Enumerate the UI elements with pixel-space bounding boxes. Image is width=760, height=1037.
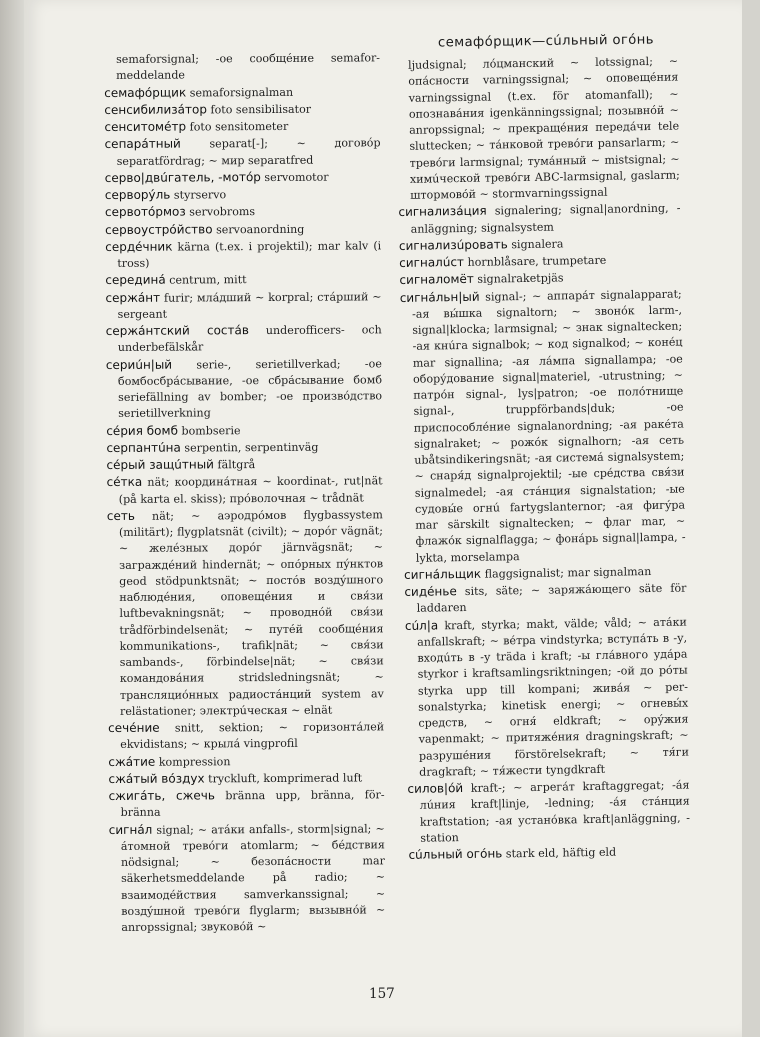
entry-definition: signalering; signal|anordning, -anläggning; signalsystem [410, 201, 681, 236]
left-column [104, 50, 385, 936]
dictionary-entry [405, 613, 690, 781]
entry-headword: сеть [106, 508, 135, 523]
entry-definition: serie-, serietillverkad; -ое бомбосбрáсывание, -ое сбрáсывание бомб seriefällning av bomber; -ое произвóдство serietillverkning [117, 356, 383, 421]
dictionary-entry [108, 786, 384, 821]
entry-headword: сервоустрóйство [105, 221, 213, 237]
dictionary-page [24, 0, 742, 1037]
entry-headword: сидéнье [404, 584, 457, 599]
entry-headword: сержáнтский состáв [105, 323, 249, 338]
entry-headword: сжáтие [108, 754, 156, 769]
entry-headword: сигналúст [399, 254, 465, 270]
entry-headword: сенситомéтр [104, 119, 187, 134]
dictionary-entry [396, 54, 680, 205]
entry-headword: сéрия бомб [106, 423, 178, 438]
entry-definition: kraft-; ~ агрегáт kraftaggregat; -áя лúния kraft|linje, -ledning; -áя стáнция kraftstation; -ая устанóвка kraft|anläggning, -station [419, 778, 691, 845]
entry-headword: сервоpýль [104, 187, 171, 202]
dictionary-entry [105, 220, 381, 239]
dictionary-entry [105, 185, 381, 204]
entry-definition: kraft, styrka; makt, välde; våld; ~ атáки anfallskraft; ~ вéтра vindstyrka; вступáть в -у, входúть в -у träda i kraft; -ы глáвного удáра styrkor i kraftsamlingsriktningen; -ой до рóты styrka upp till kompani; живáя ~ personalstyrka; kinetisk energi; ~ огневы́х средств, ~ огня́ eldkraft; ~ орýжия vapenmakt; ~ притяжéния dragningskraft; ~ разрушéния förstörelsekraft; ~ тя́ги dragkraft; ~ тя́жести tyngdkraft [417, 615, 690, 779]
entry-headword: сенсибилизáтор [104, 102, 207, 117]
entry-definition: serpentin, serpentinväg [184, 440, 319, 455]
dictionary-entry [108, 718, 384, 753]
entry-definition: stark eld, häftig eld [505, 845, 617, 861]
entry-definition: nät; ~ аэродрóмов flygbassystem (militärt); flygplatsnät (civilt); ~ дорóг vägnät; ~ желéзных дорóг järnvägsnät; ~ заграждéний hindernät; ~ опóрных пýнктов geod stödpunktsnät; ~ постóв воздýшного наблюдéния, оповещéния и свя́зи luftbevakningsnät; ~ проводнóй свя́зи trådförbindelsenät; ~ путéй сообщéния kommunikations-, trafik|nät; ~ свя́зи sambands-, förbindelse|nät; ~ свя́зи командовáния stridsledningsnät; ~ трансляциóнных радиостáнций system av relästationer; электрúческая ~ elnät [118, 508, 384, 718]
dictionary-entry [106, 421, 382, 440]
entry-headword: серединá [105, 272, 166, 288]
dictionary-entry [105, 135, 381, 170]
entry-definition: tryckluft, komprimerad luft [208, 771, 363, 786]
dictionary-entry [106, 321, 382, 356]
entry-definition: underofficers- och underbefälskår [117, 323, 382, 355]
entry-definition: centrum, mitt [169, 273, 247, 287]
dictionary-entry [398, 200, 680, 238]
entry-headword: сечéние [108, 720, 160, 735]
dictionary-entry [108, 769, 384, 788]
dictionary-entry [106, 438, 382, 457]
dictionary-entry [105, 288, 381, 323]
entry-definition: furir; млáдший ~ korpral; стáрший ~ sergeant [117, 289, 382, 321]
entry-definition: kärna (t.ex. i projektil); mar kalv (i tross) [117, 239, 382, 270]
dictionary-entry [404, 580, 686, 618]
entry-definition: signal-; ~ аппарáт signalapparat; -ая вы́шка signaltorn; ~ звонóк larm-, signal|klocka; larmsignal; ~ знак signaltecken; -ая кнúга signalbok; ~ код signalkod; ~ конéц mar signallina; -ая лáмпа signallampa; -ое оборýдование signal|materiel, -utrustning; ~ патрóн signal-, lys|patron; -ое полóтнище signal-, truppförbands|duk; -ое приспособлéние signalanordning; -ая ракéта signalraket; ~ рожóк signalhorn; -ая сеть ubåtsindikeringsnät; -ая системá signalsystem; ~ снаря́д signalprojektil; -ые срéдства свя́зи signalmedel; -ая стáнция signalstation; -ые судовы́е огнú fartygslanternor; -ая фигýра mar särskilt signaltecken; ~ флаг mar, ~ флажóк signalflagga; ~ фонáрь signal|lampa, -lykta, morselampa [411, 287, 686, 565]
running-head: семафóрщик—сúльный огóнь [437, 32, 655, 51]
dictionary-entry [105, 271, 381, 290]
entry-definition: snitt, sektion; ~ горизонтáлей ekvidistans; ~ крылá vingprofil [120, 720, 385, 752]
dictionary-entry [104, 100, 380, 119]
entry-definition: foto sensibilisator [210, 102, 312, 117]
entry-definition: nät; координáтная ~ koordinat-, rut|nät (på karta el. skiss); прóволочная ~ trådnät [118, 474, 383, 506]
dictionary-entry [105, 237, 381, 272]
entry-headword: сигнáл [108, 822, 153, 837]
entry-headword: сериúн|ый [105, 357, 173, 372]
entry-definition: hornblåsare, trumpetare [467, 253, 607, 269]
dictionary-entry [106, 455, 382, 474]
entry-headword: сепарáтный [104, 136, 181, 152]
dictionary-entry [408, 842, 690, 864]
entry-definition: semaforsignal; -ое сообщéние semaformeddelande [116, 51, 381, 83]
dictionary-entry [106, 355, 382, 423]
entry-definition: kompression [158, 754, 231, 769]
book-gutter [0, 0, 24, 1037]
dictionary-entry [109, 820, 386, 936]
entry-definition: signal; ~ атáки anfalls-, storm|signal; ~ áтомной тревóги atomlarm; ~ бéдствия nödsignal; ~ безопáсности mar säkerhetsmeddelande på radio; ~ взаимодéйствия samverkanssignal; ~ воздýшной тревóги flyglarm; вызывнóй ~ anropssignal; звуковóй ~ [120, 821, 386, 934]
entry-headword: сéрый защúтный [106, 457, 215, 472]
entry-definition: bränna upp, bränna, förbränna [120, 788, 385, 820]
entry-headword: серво|двúгатель, -мотóр [104, 169, 261, 185]
dictionary-entry [104, 50, 380, 84]
dictionary-entry [107, 506, 384, 720]
entry-definition: signalraketpjäs [477, 271, 564, 286]
entry-definition: separat[-]; ~ договóр separatfördrag; ~ мир separatfred [116, 136, 381, 168]
entry-headword: силов|óй [407, 781, 464, 796]
dictionary-entry [400, 285, 686, 567]
entry-headword: сигналомёт [399, 272, 474, 288]
entry-definition: styrservo [173, 188, 227, 202]
entry-headword: семафóрщик [104, 84, 187, 100]
entry-headword: сжигáть, сжечь [108, 788, 215, 803]
dictionary-entry [107, 473, 383, 508]
entry-definition: signalera [511, 237, 564, 251]
entry-definition: servomotor [264, 170, 329, 184]
entry-definition: servobroms [189, 205, 256, 219]
entry-headword: сúл|а [404, 617, 439, 633]
entry-headword: сигнализúровать [398, 237, 508, 253]
page-number: 157 [369, 986, 395, 1002]
entry-definition: fältgrå [217, 458, 256, 472]
dictionary-entry [104, 117, 380, 136]
entry-headword: сигнáльщик [404, 566, 482, 582]
entry-definition: bombserie [181, 423, 241, 438]
entry-headword: сúльный огóнь [408, 846, 503, 862]
entry-headword: сердéчник [105, 239, 173, 254]
dictionary-entry [104, 83, 380, 102]
entry-definition: servoanordning [216, 222, 305, 236]
dictionary-entry [105, 168, 381, 187]
entry-headword: сервотóрмоз [104, 204, 186, 220]
entry-definition: flaggsignalist; mar signalman [484, 564, 652, 581]
entry-headword: сигнáльн|ый [399, 289, 480, 305]
entry-definition: semaforsignalman [189, 85, 294, 99]
entry-definition: foto sensitometer [189, 119, 289, 134]
entry-headword: сéтка [106, 475, 143, 490]
entry-headword: сержáнт [105, 290, 161, 305]
right-column [396, 54, 691, 865]
entry-headword: сигнализáция [398, 203, 487, 220]
dictionary-entry [105, 203, 381, 222]
dictionary-entry [407, 776, 690, 846]
entry-definition: sits, säte; ~ заряжáющего säte för laddaren [416, 581, 687, 615]
entry-headword: сжáтый вóздух [108, 771, 205, 786]
entry-definition: ljudsignal; лóцманский ~ lotssignal; ~ опáсности varningssignal; ~ оповещéния varningssignal (t.ex. för atomanfall); ~ опознавáния igenkänningssignal; позывнóй ~ anropssignal; ~ прекращéния передáчи tele sluttecken; ~ тáнковой тревóги pansarlarm; ~ тревóги larmsignal; тумáнный ~ mistsignal; ~ химúческой тревóги ABC-larmsignal, gaslarm; штормовóй ~ stormvarningssignal [408, 54, 680, 202]
entry-headword: серпантúна [106, 440, 181, 455]
dictionary-entry [108, 752, 384, 771]
